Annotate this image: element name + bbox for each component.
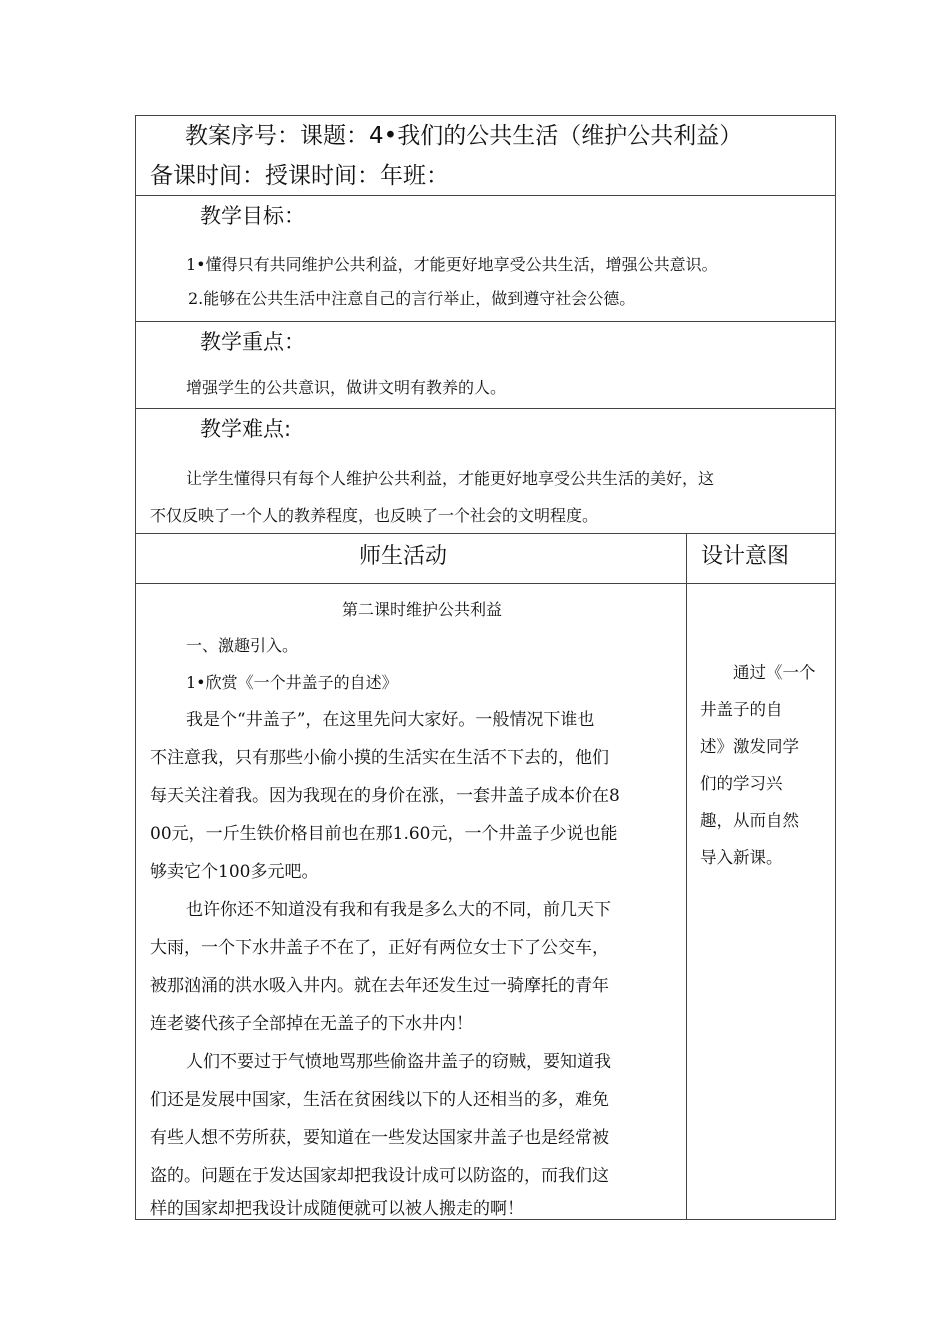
column-divider bbox=[686, 533, 687, 1220]
objective-item: 2.能够在公共生活中注意自己的言行举止，做到遵守社会公德。 bbox=[188, 289, 636, 308]
lesson-title: 第二课时维护公共利益 bbox=[342, 600, 503, 619]
story-line: 也许你还不知道没有我和有我是多么大的不同，前几天下 bbox=[186, 900, 611, 920]
intent-line: 井盖子的自 bbox=[700, 700, 783, 719]
intent-line: 述》激发同学 bbox=[700, 737, 799, 756]
divider bbox=[135, 408, 836, 409]
intent-line: 趣，从而自然 bbox=[700, 811, 799, 830]
key-points-heading: 教学重点： bbox=[200, 330, 305, 354]
story-line: 盗的。问题在于发达国家却把我设计成可以防盗的，而我们这 bbox=[150, 1166, 609, 1186]
story-line: 我是个“井盖子”，在这里先问大家好。一般情况下谁也 bbox=[186, 710, 595, 730]
section-heading: 一、激趣引入。 bbox=[186, 636, 299, 655]
story-line: 们还是发展中国家，生活在贫困线以下的人还相当的多，难免 bbox=[150, 1090, 609, 1110]
divider bbox=[135, 583, 836, 584]
objectives-heading: 教学目标： bbox=[200, 204, 305, 228]
divider bbox=[135, 533, 836, 534]
story-line: 不注意我，只有那些小偷小摸的生活实在生活不下去的，他们 bbox=[150, 748, 609, 768]
story-line: 够卖它个100多元吧。 bbox=[150, 862, 319, 882]
column-header-activity: 师生活动 bbox=[359, 544, 448, 569]
story-line: 有些人想不劳所获，要知道在一些发达国家井盖子也是经常被 bbox=[150, 1128, 609, 1148]
story-line: 每天关注着我。因为我现在的身价在涨，一套井盖子成本价在8 bbox=[150, 786, 620, 806]
lesson-header-line1: 教案序号：课题：4•我们的公共生活（维护公共利益） bbox=[185, 123, 743, 149]
objective-item: 1•懂得只有共同维护公共利益，才能更好地享受公共生活，增强公共意识。 bbox=[186, 255, 718, 274]
difficulties-text-line: 不仅反映了一个人的教养程度，也反映了一个社会的文明程度。 bbox=[150, 506, 599, 525]
activity-item: 1•欣赏《一个井盖子的自述》 bbox=[186, 673, 398, 692]
key-points-text: 增强学生的公共意识，做讲文明有教养的人。 bbox=[186, 378, 507, 397]
story-line: 被那汹涌的洪水吸入井内。就在去年还发生过一骑摩托的青年 bbox=[150, 976, 609, 996]
lesson-header-line2: 备课时间：授课时间：年班： bbox=[150, 163, 449, 189]
story-line: 人们不要过于气愤地骂那些偷盗井盖子的窃贼，要知道我 bbox=[186, 1052, 611, 1072]
intent-line: 们的学习兴 bbox=[700, 774, 783, 793]
story-line: 连老婆代孩子全部掉在无盖子的下水井内！ bbox=[150, 1014, 473, 1034]
story-line: 样的国家却把我设计成随便就可以被人搬走的啊！ bbox=[150, 1199, 524, 1219]
divider bbox=[135, 195, 836, 196]
divider bbox=[135, 321, 836, 322]
column-header-intent: 设计意图 bbox=[701, 544, 790, 569]
difficulties-text-line: 让学生懂得只有每个人维护公共利益，才能更好地享受公共生活的美好，这 bbox=[186, 469, 715, 488]
story-line: 00元，一斤生铁价格目前也在那1.60元，一个井盖子少说也能 bbox=[150, 824, 618, 844]
difficulties-heading: 教学难点: bbox=[200, 417, 292, 441]
intent-line: 导入新课。 bbox=[700, 848, 783, 867]
story-line: 大雨，一个下水井盖子不在了，正好有两位女士下了公交车， bbox=[150, 938, 609, 958]
intent-line: 通过《一个 bbox=[733, 663, 816, 682]
